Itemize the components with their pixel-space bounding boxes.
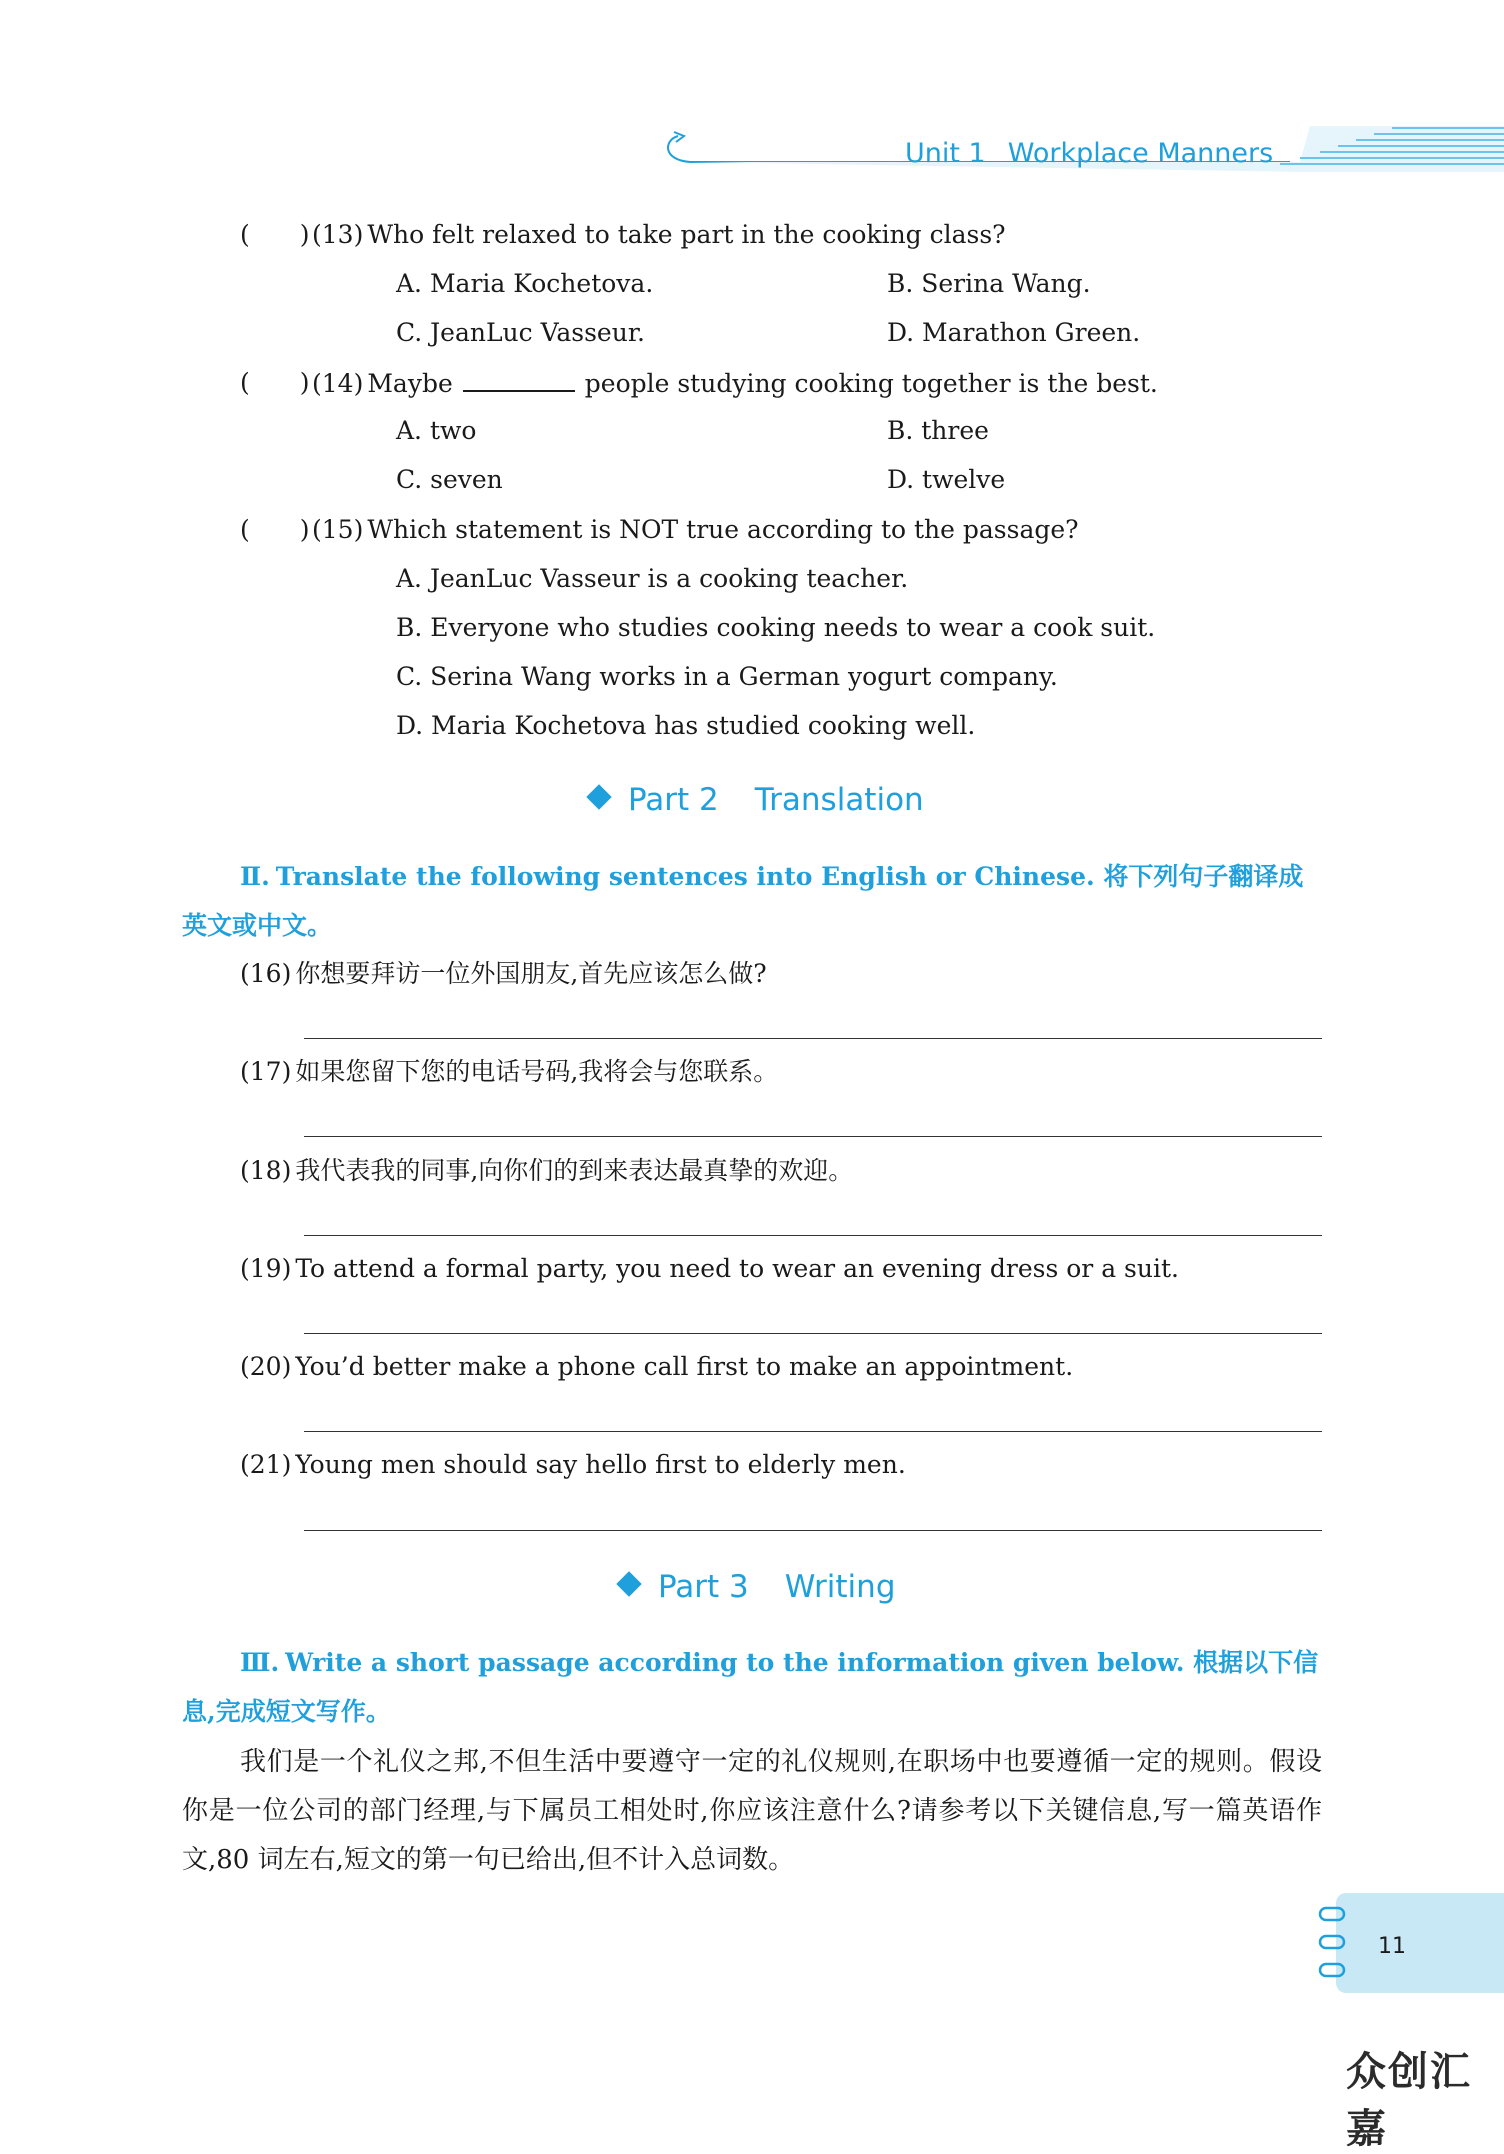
translation-item-18: (18) 我代表我的同事,向你们的到来表达最真挚的欢迎。 — [240, 1156, 854, 1185]
option: C. Serina Wang works in a German yogurt company. — [396, 662, 1058, 691]
translation-item-21: (21) Young men should say hello first to elderly men. — [240, 1450, 906, 1479]
diamond-bullet-icon — [616, 1571, 641, 1596]
instruction-text: Translate the following sentences into English or Chinese. 将下列句子翻译成英文或中文。 — [182, 862, 1304, 940]
answer-line[interactable] — [304, 1333, 1322, 1334]
answer-line[interactable] — [304, 1038, 1322, 1039]
option: D. twelve — [887, 465, 1006, 494]
question-text: Who felt relaxed to take part in the cooking class? — [367, 220, 1006, 249]
page-number: 11 — [1378, 1934, 1406, 1959]
option: D. Marathon Green. — [887, 318, 1141, 347]
question-number: (14) — [312, 369, 364, 398]
binder-rings-icon — [1318, 1900, 1348, 1984]
question-text-after: people studying cooking together is the best. — [584, 369, 1158, 398]
translation-item-17: (17) 如果您留下您的电话号码,我将会与您联系。 — [240, 1057, 779, 1086]
header-unit: Unit 1 — [905, 138, 986, 169]
question-text: Which statement is NOT true according to the passage? — [367, 515, 1079, 544]
header-title — [905, 138, 1273, 169]
diamond-bullet-icon — [586, 784, 611, 809]
part-label: Part 3 — [658, 1569, 749, 1605]
question-number: (13) — [312, 220, 364, 249]
part-2-instruction — [182, 852, 1322, 950]
option: B. three — [887, 416, 989, 445]
writing-prompt-paragraph: 我们是一个礼仪之邦,不但生活中要遵守一定的礼仪规则,在职场中也要遵循一定的规则。假设你是一位公司的部门经理,与下属员工相处时,你应该注意什么?请参考以下关键信息,写一篇英语作文,80 词左右,短文的第一句已给出,但不计入总词数。 — [182, 1747, 1322, 1875]
page-number-tab — [1336, 1893, 1504, 1993]
part-3-heading — [620, 1569, 896, 1605]
answer-parens-13[interactable]: ( ) — [240, 220, 310, 249]
header-unit-title: Workplace Manners — [1007, 138, 1274, 169]
question-15 — [312, 513, 1079, 547]
part-2-heading — [590, 782, 924, 818]
translation-item-19: (19) To attend a formal party, you need to wear an evening dress or a suit. — [240, 1254, 1179, 1283]
answer-parens-15[interactable]: ( ) — [240, 515, 310, 544]
option: A. JeanLuc Vasseur is a cooking teacher. — [396, 564, 909, 593]
translation-item-16: (16) 你想要拜访一位外国朋友,首先应该怎么做? — [240, 959, 767, 988]
answer-line[interactable] — [304, 1235, 1322, 1236]
part-title: Writing — [784, 1569, 896, 1605]
answer-parens-14[interactable]: ( ) — [240, 368, 310, 397]
fill-blank[interactable] — [463, 366, 575, 392]
question-text-before: Maybe — [367, 369, 453, 398]
question-13 — [312, 218, 1006, 252]
part-title: Translation — [754, 782, 924, 818]
answer-line[interactable] — [304, 1136, 1322, 1137]
answer-line[interactable] — [304, 1431, 1322, 1432]
option: A. Maria Kochetova. — [396, 269, 654, 298]
option: B. Everyone who studies cooking needs to wear a cook suit. — [396, 613, 1156, 642]
option: D. Maria Kochetova has studied cooking well. — [396, 711, 976, 740]
question-number: (15) — [312, 515, 364, 544]
instruction-text: Write a short passage according to the information given below. 根据以下信息,完成短文写作。 — [182, 1648, 1319, 1726]
watermark-logo: 众创汇嘉 — [1346, 2049, 1472, 2152]
option: A. two — [396, 416, 477, 445]
part-3-instruction — [182, 1638, 1322, 1736]
roman-numeral: Ⅲ. — [240, 1648, 280, 1677]
running-header — [660, 118, 1504, 180]
part-label: Part 2 — [628, 782, 719, 818]
option: C. seven — [396, 465, 503, 494]
answer-line[interactable] — [304, 1530, 1322, 1531]
option: B. Serina Wang. — [887, 269, 1091, 298]
roman-numeral: Ⅱ. — [240, 862, 270, 891]
translation-item-20: (20) You’d better make a phone call first to make an appointment. — [240, 1352, 1074, 1381]
question-14 — [312, 366, 1158, 401]
option: C. JeanLuc Vasseur. — [396, 318, 645, 347]
